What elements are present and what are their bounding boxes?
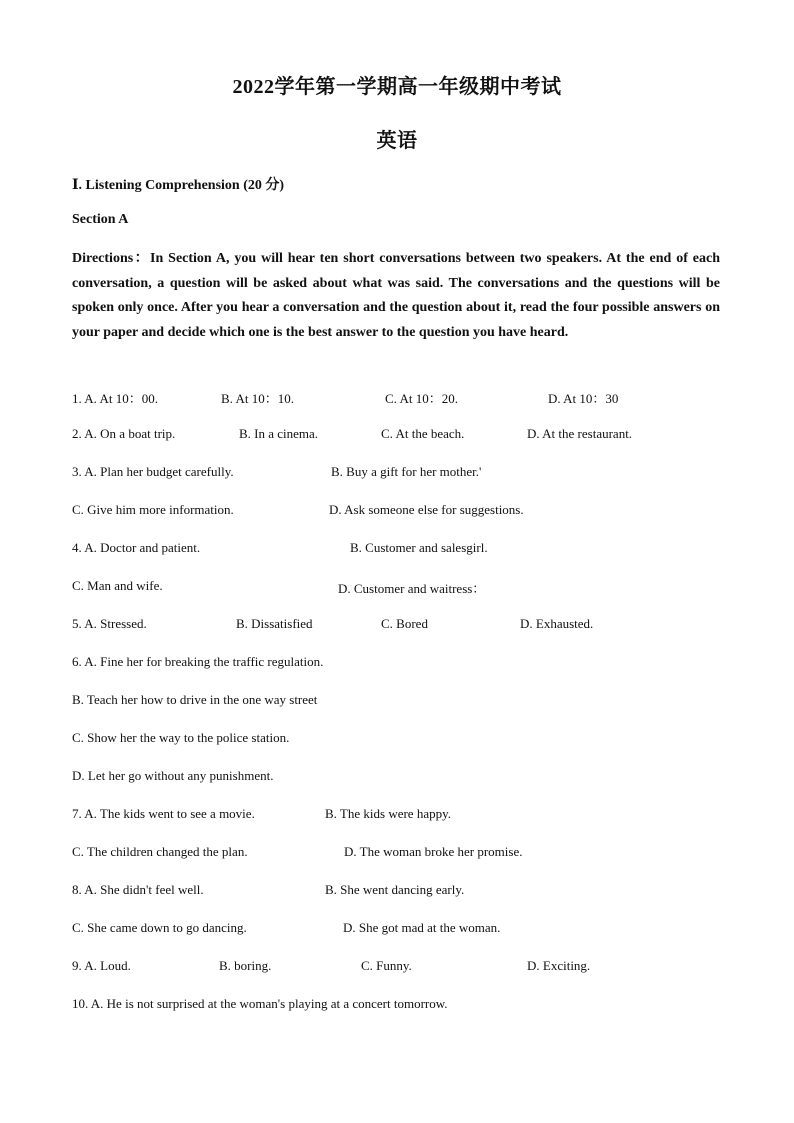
- q10-option-a: 10. A. He is not surprised at the woman's playing at a concert tomorrow.: [72, 996, 448, 1011]
- question-10: [72, 996, 732, 1016]
- q2-option-d: D. At the restaurant.: [527, 426, 633, 441]
- q9-option-d: D. Exciting.: [527, 958, 591, 973]
- q4-option-c: C. Man and wife.: [72, 578, 163, 593]
- q8-option-a: 8. A. She didn't feel well.: [72, 882, 204, 897]
- q7-option-d: D. The woman broke her promise.: [344, 844, 523, 859]
- q3-option-a: 3. A. Plan her budget carefully.: [72, 464, 234, 479]
- directions-paragraph: [72, 247, 720, 345]
- q6-option-c: C. Show her the way to the police station.: [72, 730, 290, 745]
- section-heading: Section A: [72, 212, 129, 227]
- q3-option-c: C. Give him more information.: [72, 502, 234, 517]
- q6-option-a: 6. A. Fine her for breaking the traffic regulation.: [72, 654, 324, 669]
- subject-title: 英语: [376, 130, 418, 152]
- question-5: [72, 616, 732, 636]
- question-8-row-2: [72, 920, 732, 940]
- q8-option-c: C. She came down to go dancing.: [72, 920, 247, 935]
- question-1: [72, 388, 732, 408]
- q5-option-c: C. Bored: [381, 616, 428, 631]
- q1-option-a: 1. A. At 10：00.: [72, 391, 158, 406]
- question-3-row-1: [72, 464, 732, 484]
- q9-option-a: 9. A. Loud.: [72, 958, 131, 973]
- q2-option-b: B. In a cinema.: [239, 426, 319, 441]
- q1-option-b: B. At 10：10.: [221, 391, 294, 406]
- exam-title: 2022学年第一学期高一年级期中考试: [232, 76, 562, 98]
- question-7-row-2: [72, 844, 732, 864]
- q6-option-b: B. Teach her how to drive in the one way street: [72, 692, 318, 707]
- q8-option-d: D. She got mad at the woman.: [343, 920, 501, 935]
- q3-option-d: D. Ask someone else for suggestions.: [329, 502, 524, 517]
- q9-option-c: C. Funny.: [361, 958, 412, 973]
- q2-option-a: 2. A. On a boat trip.: [72, 426, 176, 441]
- question-4-row-2: [72, 578, 732, 598]
- q1-option-c: C. At 10：20.: [385, 391, 458, 406]
- question-7-row-1: [72, 806, 732, 826]
- q5-option-a: 5. A. Stressed.: [72, 616, 147, 631]
- q1-option-d: D. At 10：30: [548, 391, 619, 406]
- question-2: [72, 426, 732, 446]
- question-8-row-1: [72, 882, 732, 902]
- q7-option-b: B. The kids were happy.: [325, 806, 452, 821]
- q7-option-a: 7. A. The kids went to see a movie.: [72, 806, 255, 821]
- question-6-row-4: [72, 768, 732, 788]
- q3-option-b: B. Buy a gift for her mother.': [331, 464, 482, 479]
- q9-option-b: B. boring.: [219, 958, 272, 973]
- directions-label: Directions：: [72, 251, 151, 266]
- q7-option-c: C. The children changed the plan.: [72, 844, 248, 859]
- q4-option-a: 4. A. Doctor and patient.: [72, 540, 201, 555]
- q5-option-d: D. Exhausted.: [520, 616, 594, 631]
- question-4-row-1: [72, 540, 732, 560]
- q4-option-b: B. Customer and salesgirl.: [350, 540, 488, 555]
- q5-option-b: B. Dissatisfied: [236, 616, 313, 631]
- question-9: [72, 958, 732, 978]
- q2-option-c: C. At the beach.: [381, 426, 465, 441]
- q8-option-b: B. She went dancing early.: [325, 882, 465, 897]
- question-6-row-2: [72, 692, 732, 712]
- question-3-row-2: [72, 502, 732, 522]
- q6-option-d: D. Let her go without any punishment.: [72, 768, 274, 783]
- part-heading: Ⅰ. Listening Comprehension (20 分): [72, 178, 285, 193]
- directions-text: In Section A, you will hear ten short conversations between two speakers. At the end of each conversation, a question will be asked about what was said. The conversations and the questions will be spoken only once. After you hear a conversation and the question about it, read the four possible answers on your paper and decide which one is the best answer to the question you have heard.: [72, 251, 720, 340]
- question-6-row-3: [72, 730, 732, 750]
- q4-option-d: D. Customer and waitress：: [338, 581, 486, 596]
- question-6-row-1: [72, 654, 732, 674]
